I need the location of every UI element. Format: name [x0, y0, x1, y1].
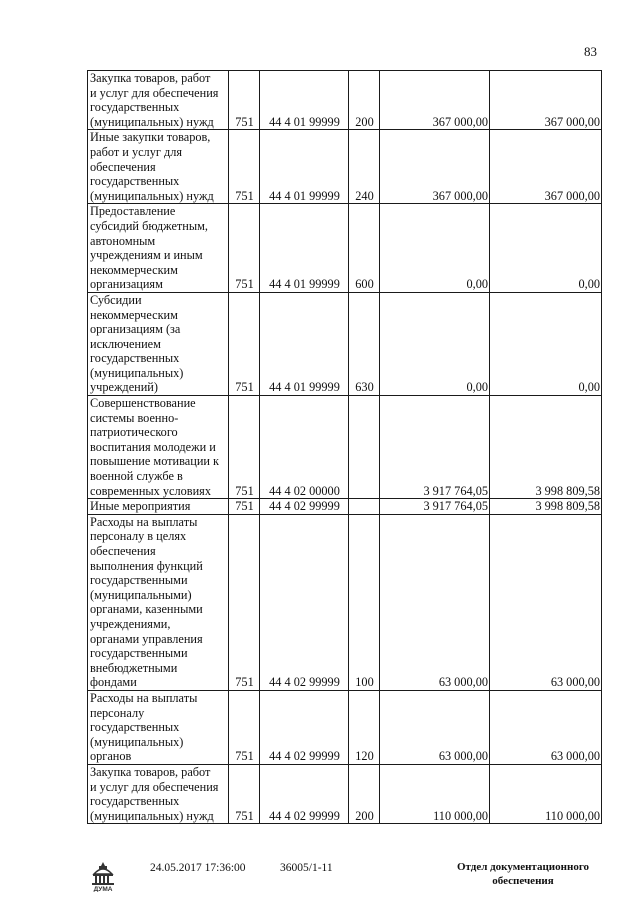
expense-type-cell: 630: [349, 292, 380, 395]
amount-year2-cell: 0,00: [490, 204, 602, 293]
expense-name-line: некоммерческим: [90, 307, 178, 322]
expense-name-line: работ и услуг для: [90, 144, 183, 159]
expense-name-line: Иные закупки товаров,: [90, 130, 211, 145]
expense-name-line: внебюджетными: [90, 660, 178, 675]
expense-name-line: Расходы на выплаты: [90, 514, 198, 529]
table-row: [88, 204, 602, 293]
page-footer: [0, 860, 640, 900]
expense-name-line: некоммерческим: [90, 262, 178, 277]
amount-year1-cell: 367 000,00: [380, 71, 490, 130]
expense-name-line: субсидий бюджетным,: [90, 218, 209, 233]
expense-name-cell: [88, 764, 229, 823]
expense-name-line: повышение мотивации к: [90, 454, 220, 469]
footer-department-line: Отдел документационного: [456, 861, 590, 873]
expense-name-line: и услуг для обеспечения: [90, 85, 219, 100]
expense-name-line: обеспечения: [90, 544, 156, 558]
expense-name-cell: [88, 130, 229, 204]
table-row: [88, 71, 602, 130]
expense-type-cell: [349, 396, 380, 499]
expense-name-line: и услуг для обеспечения: [90, 779, 219, 794]
expense-name-line: исключением: [90, 336, 161, 351]
budget-table-body: [88, 71, 602, 824]
target-article-cell: 44 4 02 99999: [260, 764, 349, 823]
emblem-text: ДУМА: [93, 886, 113, 892]
expense-name-line: автономным: [90, 233, 156, 248]
admin-code-cell: 751: [229, 130, 260, 204]
expense-name-line: органами управления: [90, 631, 203, 646]
target-article-cell: 44 4 01 99999: [260, 71, 349, 130]
target-article-cell: 44 4 02 99999: [260, 499, 349, 515]
expense-name-line: государственных: [90, 720, 180, 735]
expense-name-cell: [88, 292, 229, 395]
expense-name-line: (муниципальными): [90, 587, 192, 602]
expense-name-line: организациям (за: [90, 322, 181, 337]
expense-name-line: государственных: [90, 794, 180, 809]
expense-name-line: государственных: [90, 100, 180, 115]
target-article-cell: 44 4 02 00000: [260, 396, 349, 499]
expense-type-cell: 100: [349, 514, 380, 690]
expense-name-line: военной службе в: [90, 469, 183, 484]
admin-code-cell: 751: [229, 396, 260, 499]
expense-type-cell: 120: [349, 690, 380, 764]
expense-name-line: патриотического: [90, 425, 178, 440]
expense-name-line: обеспечения: [90, 159, 156, 174]
expense-name-line: Иные мероприятия: [90, 499, 191, 514]
amount-year1-cell: 3 917 764,05: [380, 499, 490, 515]
admin-code-cell: 751: [229, 499, 260, 515]
expense-name-cell: [88, 514, 229, 690]
expense-name-cell: [88, 71, 229, 130]
amount-year2-cell: 63 000,00: [490, 690, 602, 764]
table-row: [88, 514, 602, 690]
footer-date: 24.05.2017 17:36:00: [150, 862, 246, 874]
admin-code-cell: 751: [229, 690, 260, 764]
amount-year1-cell: 0,00: [380, 292, 490, 395]
expense-name-line: Субсидии: [90, 292, 142, 307]
amount-year1-cell: 367 000,00: [380, 130, 490, 204]
expense-name-cell: [88, 499, 229, 515]
expense-name-line: (муниципальных) нужд: [90, 188, 214, 203]
target-article-cell: 44 4 02 99999: [260, 690, 349, 764]
amount-year1-cell: 0,00: [380, 204, 490, 293]
table-row: [88, 690, 602, 764]
footer-document-code: 36005/1-11: [280, 862, 333, 874]
expense-name-line: персоналу: [90, 705, 145, 720]
amount-year2-cell: 3 998 809,58: [490, 396, 602, 499]
expense-name-line: Предоставление: [90, 204, 176, 219]
expense-name-cell: [88, 204, 229, 293]
expense-name-line: выполнения функций: [90, 558, 203, 573]
expense-name-line: Закупка товаров, работ: [90, 71, 211, 85]
target-article-cell: 44 4 01 99999: [260, 292, 349, 395]
expense-name-line: государственных: [90, 174, 180, 189]
target-article-cell: 44 4 02 99999: [260, 514, 349, 690]
expense-name-line: воспитания молодежи и: [90, 439, 216, 454]
expense-name-line: (муниципальных) нужд: [90, 808, 214, 823]
expense-name-line: системы военно-: [90, 410, 179, 425]
expense-type-cell: [349, 499, 380, 515]
expense-name-line: учреждениям и иным: [90, 248, 203, 263]
table-row: [88, 130, 602, 204]
expense-type-cell: 600: [349, 204, 380, 293]
expense-name-line: государственными: [90, 646, 188, 661]
expense-name-line: (муниципальных): [90, 734, 184, 749]
footer-department-line: обеспечения: [492, 875, 554, 887]
page-number: 83: [584, 44, 597, 59]
expense-name-line: Закупка товаров, работ: [90, 764, 211, 779]
expense-name-cell: [88, 690, 229, 764]
duma-emblem-icon: [88, 860, 118, 892]
budget-table: [87, 70, 602, 824]
expense-type-cell: 200: [349, 764, 380, 823]
expense-name-line: организациям: [90, 277, 163, 292]
amount-year2-cell: 0,00: [490, 292, 602, 395]
expense-name-line: государственных: [90, 351, 180, 366]
amount-year1-cell: 3 917 764,05: [380, 396, 490, 499]
expense-name-line: (муниципальных) нужд: [90, 114, 214, 129]
footer-department: [448, 860, 598, 888]
amount-year2-cell: 110 000,00: [490, 764, 602, 823]
table-row: [88, 499, 602, 515]
admin-code-cell: 751: [229, 204, 260, 293]
table-row: [88, 292, 602, 395]
expense-name-line: Расходы на выплаты: [90, 690, 198, 705]
expense-name-line: современных условиях: [90, 483, 211, 498]
amount-year2-cell: 63 000,00: [490, 514, 602, 690]
admin-code-cell: 751: [229, 292, 260, 395]
amount-year1-cell: 63 000,00: [380, 514, 490, 690]
admin-code-cell: 751: [229, 71, 260, 130]
expense-name-line: фондами: [90, 675, 137, 690]
expense-name-line: государственными: [90, 573, 188, 588]
expense-name-line: персоналу в целях: [90, 529, 187, 544]
table-row: [88, 764, 602, 823]
amount-year1-cell: 110 000,00: [380, 764, 490, 823]
amount-year2-cell: 3 998 809,58: [490, 499, 602, 515]
admin-code-cell: 751: [229, 514, 260, 690]
expense-name-line: (муниципальных): [90, 365, 184, 380]
expense-name-line: органами, казенными: [90, 602, 203, 617]
table-row: [88, 396, 602, 499]
expense-name-cell: [88, 396, 229, 499]
expense-name-line: Совершенствование: [90, 396, 196, 411]
amount-year1-cell: 63 000,00: [380, 690, 490, 764]
expense-type-cell: 240: [349, 130, 380, 204]
expense-name-line: учреждениями,: [90, 616, 171, 631]
admin-code-cell: 751: [229, 764, 260, 823]
amount-year2-cell: 367 000,00: [490, 71, 602, 130]
expense-name-line: учреждений): [90, 380, 158, 395]
target-article-cell: 44 4 01 99999: [260, 204, 349, 293]
expense-name-line: органов: [90, 749, 132, 764]
amount-year2-cell: 367 000,00: [490, 130, 602, 204]
target-article-cell: 44 4 01 99999: [260, 130, 349, 204]
expense-type-cell: 200: [349, 71, 380, 130]
